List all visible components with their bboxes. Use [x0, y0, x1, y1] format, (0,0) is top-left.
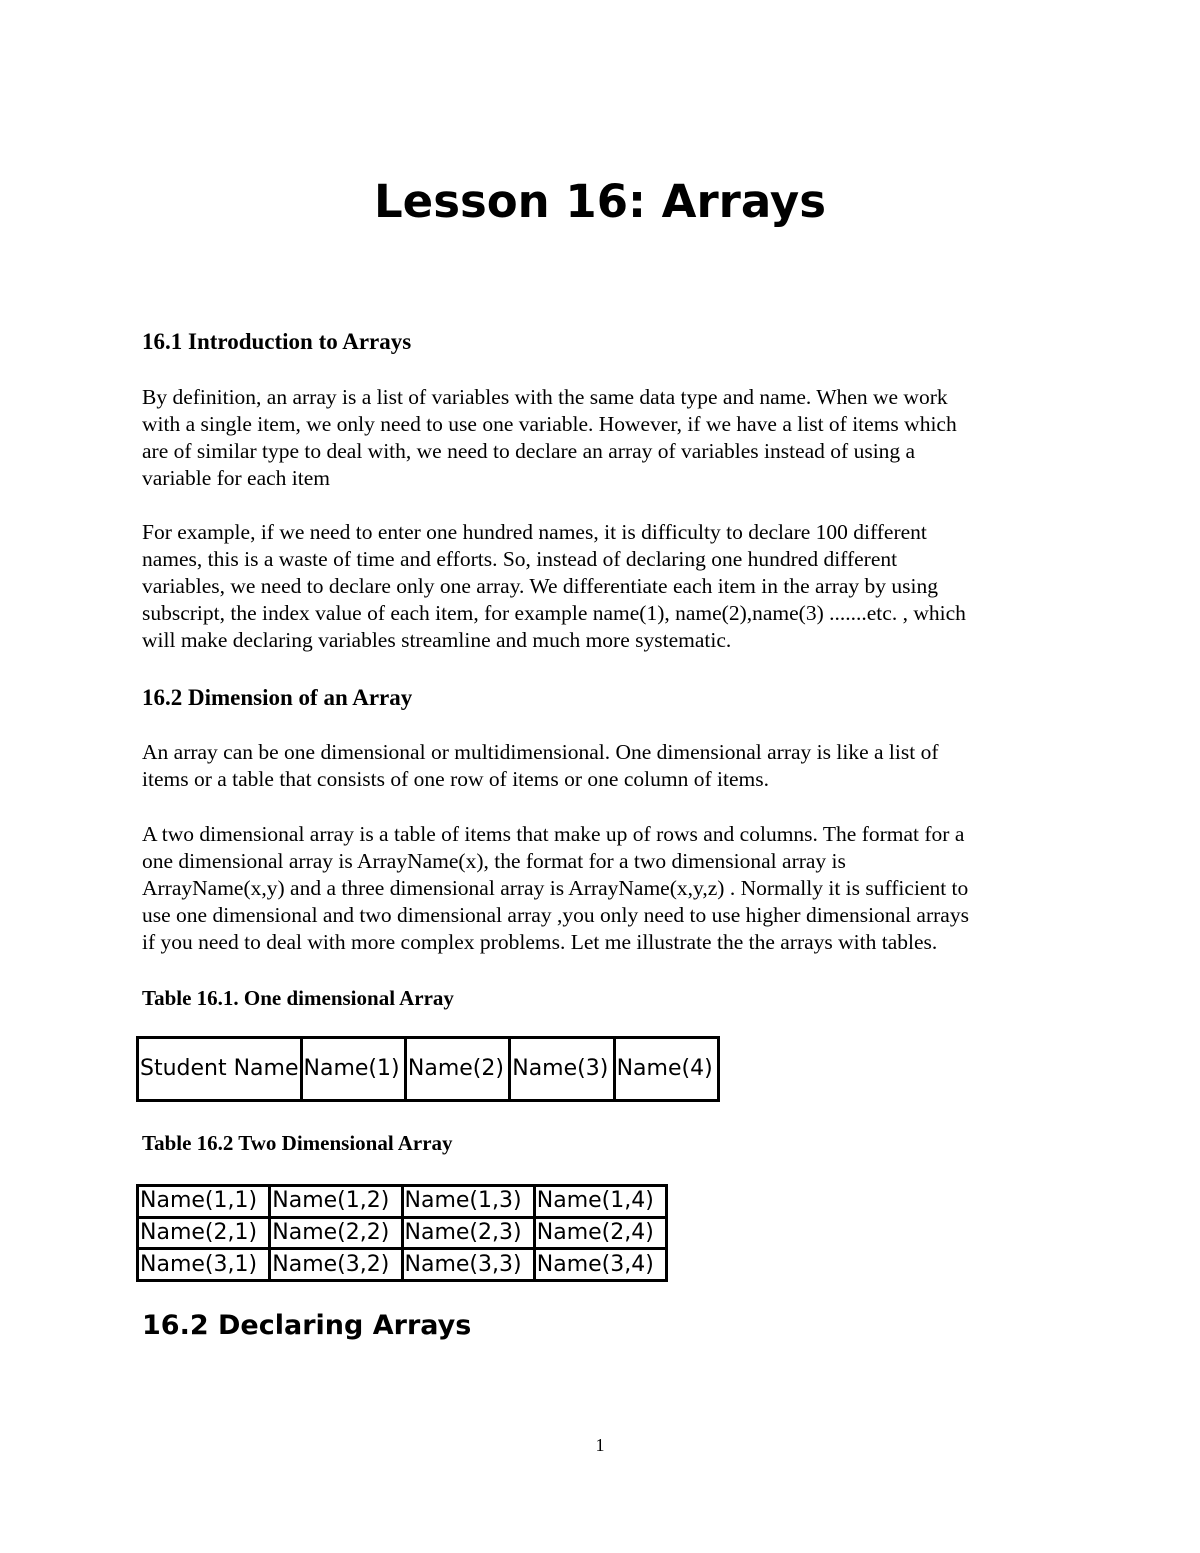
table-cell: Name(2,4) [534, 1217, 666, 1249]
text-line: variable for each item [142, 466, 331, 490]
text-line: variables, we need to declare only one array. We differentiate each item in the array by using [142, 574, 939, 598]
table-cell: Name(4) [614, 1038, 718, 1101]
table-cell: Name(1,4) [534, 1186, 666, 1218]
dimension-paragraph-2 [142, 821, 1062, 956]
page-number: 1 [595, 1435, 605, 1455]
dimension-paragraph-1 [142, 739, 1062, 793]
text-line: A two dimensional array is a table of items that make up of rows and columns. The format for a [142, 822, 965, 846]
text-line: if you need to deal with more complex problems. Let me illustrate the the arrays with tables. [142, 930, 938, 954]
table-row [138, 1217, 667, 1249]
section-heading-declaring: 16.2 Declaring Arrays [142, 1310, 472, 1341]
table-cell: Name(3) [510, 1038, 614, 1101]
table-cell: Name(1,2) [270, 1186, 402, 1218]
text-line: one dimensional array is ArrayName(x), the format for a two dimensional array is [142, 849, 846, 873]
text-line: will make declaring variables streamline and much more systematic. [142, 628, 732, 652]
section-heading-dimension: 16.2 Dimension of an Array [142, 685, 413, 710]
text-line: An array can be one dimensional or multidimensional. One dimensional array is like a list of [142, 740, 939, 764]
intro-paragraph-2 [142, 519, 1062, 654]
table-cell: Name(2,1) [138, 1217, 270, 1249]
table-cell: Name(3,3) [402, 1249, 534, 1281]
text-line: items or a table that consists of one row of items or one column of items. [142, 767, 769, 791]
table-2-caption: Table 16.2 Two Dimensional Array [142, 1131, 453, 1155]
table-row [138, 1038, 719, 1101]
table-cell: Name(2,2) [270, 1217, 402, 1249]
table-row [138, 1249, 667, 1281]
text-line: are of similar type to deal with, we need to declare an array of variables instead of using a [142, 439, 916, 463]
table-header-cell: Student Name [138, 1038, 302, 1101]
text-line: By definition, an array is a list of variables with the same data type and name. When we work [142, 385, 948, 409]
page-title: Lesson 16: Arrays [374, 175, 826, 228]
intro-paragraph-1 [142, 384, 1062, 492]
table-1-caption: Table 16.1. One dimensional Array [142, 986, 454, 1010]
one-dimensional-array-table [136, 1036, 720, 1102]
table-cell: Name(1,3) [402, 1186, 534, 1218]
text-line: subscript, the index value of each item, for example name(1), name(2),name(3) .......etc. , which [142, 601, 966, 625]
section-heading-intro: 16.1 Introduction to Arrays [142, 329, 412, 354]
text-line: names, this is a waste of time and efforts. So, instead of declaring one hundred different [142, 547, 898, 571]
table-cell: Name(3,4) [534, 1249, 666, 1281]
text-line: ArrayName(x,y) and a three dimensional array is ArrayName(x,y,z) . Normally it is sufficient to [142, 876, 969, 900]
text-line: with a single item, we only need to use one variable. However, if we have a list of items which [142, 412, 957, 436]
table-cell: Name(3,2) [270, 1249, 402, 1281]
two-dimensional-array-table [136, 1184, 668, 1282]
table-cell: Name(1,1) [138, 1186, 270, 1218]
table-cell: Name(2) [405, 1038, 509, 1101]
text-line: use one dimensional and two dimensional array ,you only need to use higher dimensional arrays [142, 903, 969, 927]
table-cell: Name(2,3) [402, 1217, 534, 1249]
table-cell: Name(3,1) [138, 1249, 270, 1281]
table-cell: Name(1) [301, 1038, 405, 1101]
table-row [138, 1186, 667, 1218]
text-line: For example, if we need to enter one hundred names, it is difficulty to declare 100 different [142, 520, 927, 544]
